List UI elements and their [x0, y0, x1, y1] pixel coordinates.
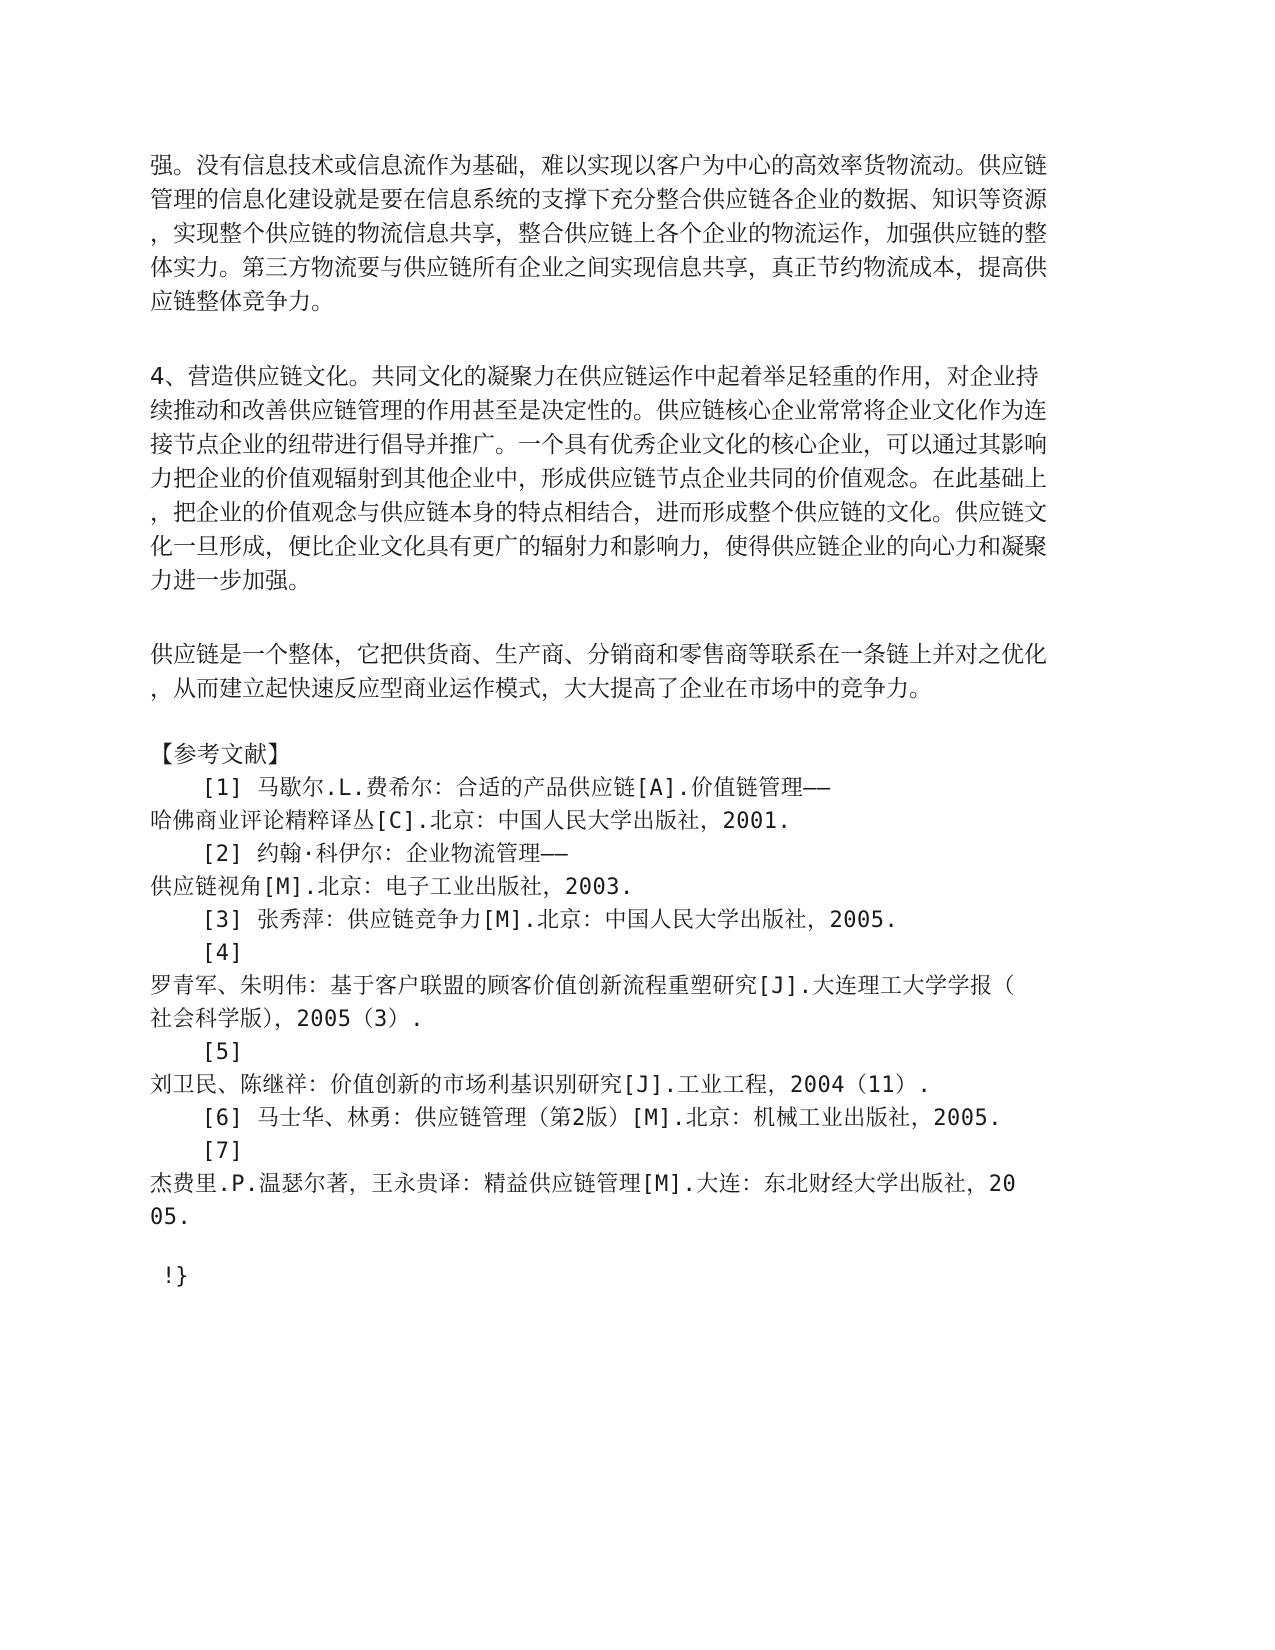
text-line: 管理的信息化建设就是要在信息系统的支撑下充分整合供应链各企业的数据、知识等资源 — [150, 187, 1047, 213]
reference-line: 社会科学版），2005（3）. — [150, 1007, 424, 1032]
text-line: 供应链是一个整体，它把供货商、生产商、分销商和零售商等联系在一条链上并对之优化 — [150, 642, 1047, 668]
text-line: ，从而建立起快速反应型商业运作模式，大大提高了企业在市场中的竞争力。 — [150, 676, 932, 702]
reference-line: 杰费里.P.温瑟尔著，王永贵译：精益供应链管理[M].大连：东北财经大学出版社，20 — [150, 1172, 1017, 1197]
reference-line: [3] 张秀萍：供应链竞争力[M].北京：中国人民大学出版社，2005. — [202, 908, 899, 933]
reference-line: [7] — [202, 1139, 244, 1164]
text-line: 续推动和改善供应链管理的作用甚至是决定性的。供应链核心企业常常将企业文化作为连 — [150, 398, 1047, 424]
body-paragraph — [150, 360, 1130, 598]
footer-mark: !} — [162, 1264, 189, 1289]
text-line: ，把企业的价值观念与供应链本身的特点相结合，进而形成整个供应链的文化。供应链文 — [150, 500, 1047, 526]
reference-line: 哈佛商业评论精粹译丛[C].北京：中国人民大学出版社，2001. — [150, 809, 792, 834]
text-line: 力进一步加强。 — [150, 568, 311, 594]
reference-line: [5] — [202, 1040, 244, 1065]
reference-line: [1] 马歇尔.L.费希尔：合适的产品供应链[A].价值链管理—— — [202, 776, 831, 801]
references-heading: 【参考文献】 — [150, 742, 291, 768]
body-paragraph — [150, 149, 1130, 319]
body-paragraph — [150, 638, 1130, 706]
text-line: 体实力。第三方物流要与供应链所有企业之间实现信息共享，真正节约物流成本，提高供 — [150, 255, 1047, 281]
text-line: ，实现整个供应链的物流信息共享，整合供应链上各个企业的物流运作，加强供应链的整 — [150, 221, 1047, 247]
text-line: 应链整体竞争力。 — [150, 289, 334, 315]
reference-line: [4] — [202, 941, 244, 966]
text-line: 接节点企业的纽带进行倡导并推广。一个具有优秀企业文化的核心企业，可以通过其影响 — [150, 432, 1047, 458]
reference-line: 供应链视角[M].北京：电子工业出版社，2003. — [150, 875, 634, 900]
references-section — [150, 738, 1130, 1234]
text-line: 强。没有信息技术或信息流作为基础，难以实现以客户为中心的高效率货物流动。供应链 — [150, 153, 1047, 179]
reference-line: 05. — [150, 1205, 192, 1230]
reference-line: 罗青军、朱明伟：基于客户联盟的顾客价值创新流程重塑研究[J].大连理工大学学报（ — [150, 974, 1015, 999]
text-line: 4、营造供应链文化。共同文化的凝聚力在供应链运作中起着举足轻重的作用，对企业持 — [150, 364, 1039, 390]
reference-line: [2] 约翰·科伊尔：企业物流管理—— — [202, 842, 569, 867]
text-line: 力把企业的价值观辐射到其他企业中，形成供应链节点企业共同的价值观念。在此基础上 — [150, 466, 1047, 492]
text-line: 化一旦形成，便比企业文化具有更广的辐射力和影响力，使得供应链企业的向心力和凝聚 — [150, 534, 1047, 560]
reference-line: [6] 马士华、林勇：供应链管理（第2版）[M].北京：机械工业出版社，2005. — [202, 1106, 1002, 1131]
reference-line: 刘卫民、陈继祥：价值创新的市场利基识别研究[J].工业工程，2004（11）. — [150, 1073, 932, 1098]
